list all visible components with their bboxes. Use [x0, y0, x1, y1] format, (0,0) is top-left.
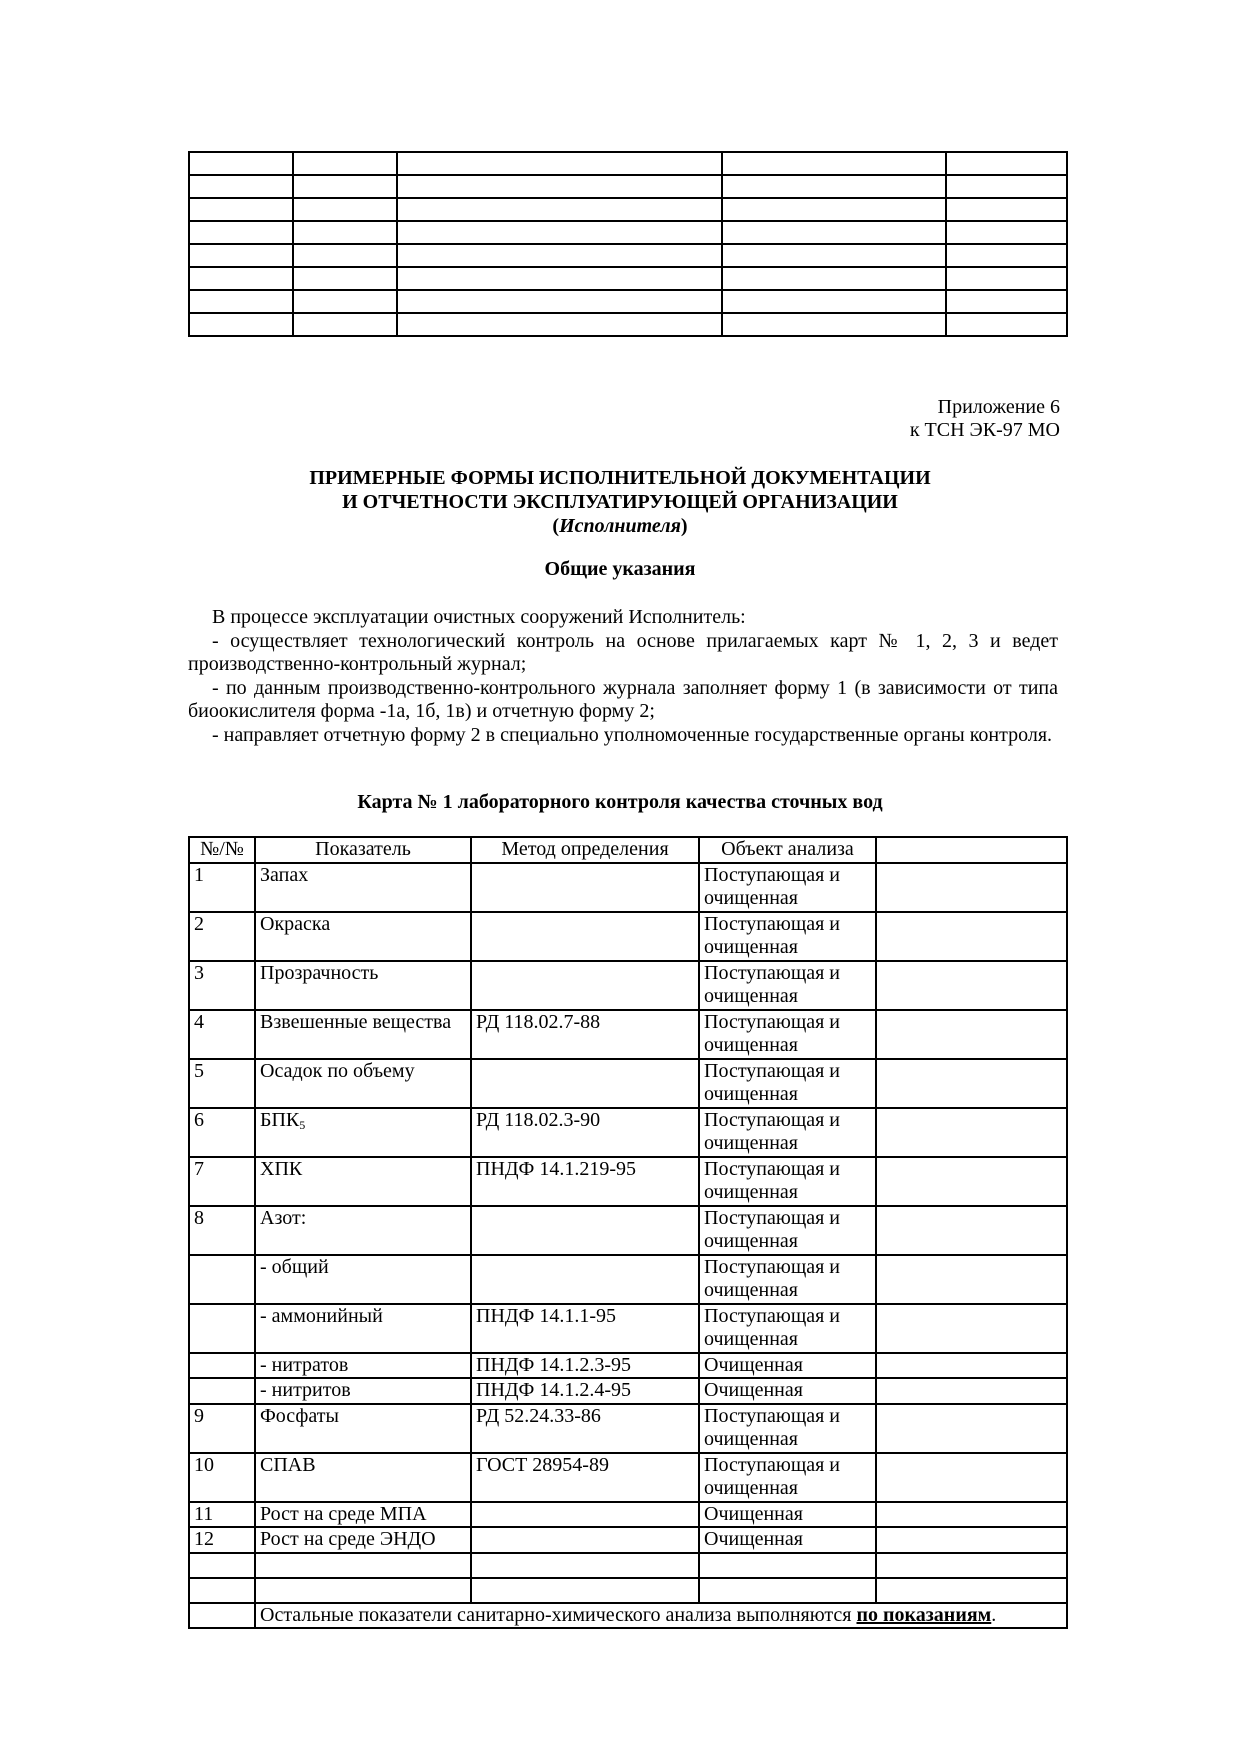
blank-cell — [722, 152, 946, 175]
blank-cell — [946, 290, 1067, 313]
instruction-paragraph: В процессе эксплуатации очистных сооружений Исполнитель: — [212, 606, 746, 628]
row-number: 2 — [189, 912, 255, 961]
parameter-label: Рост на среде МПА — [260, 1502, 427, 1525]
blank-cell — [189, 175, 293, 198]
row-method — [471, 912, 699, 961]
empty-cell — [471, 1578, 699, 1603]
row-method: ПНДФ 14.1.2.3-95 — [471, 1353, 699, 1379]
row-number: 11 — [189, 1502, 255, 1528]
row-object: Очищенная — [699, 1502, 876, 1528]
row-method — [471, 863, 699, 912]
instruction-paragraph: - осуществляет технологический контроль на основе прилагаемых карт № 1, 2, 3 и ведет производственно-контрольный журнал; — [188, 629, 1058, 675]
row-extra — [876, 863, 1067, 912]
row-extra — [876, 1502, 1067, 1528]
blank-cell — [946, 221, 1067, 244]
blank-cell — [189, 198, 293, 221]
blank-cell — [722, 313, 946, 336]
parameter-label: - нитритов — [260, 1379, 351, 1401]
blank-cell — [397, 313, 722, 336]
note-number-cell — [189, 1603, 255, 1629]
row-parameter — [255, 1059, 471, 1108]
blank-cell — [189, 267, 293, 290]
row-parameter — [255, 1378, 471, 1404]
note-emphasis: по показаниям — [856, 1603, 992, 1626]
row-number: 3 — [189, 961, 255, 1010]
table-row — [189, 1404, 1067, 1453]
row-parameter — [255, 1304, 471, 1353]
table-row — [189, 1353, 1067, 1379]
row-parameter — [255, 1157, 471, 1206]
parameter-label: Осадок по объему — [260, 1059, 415, 1082]
blank-cell — [189, 313, 293, 336]
row-method: РД 118.02.3-90 — [471, 1108, 699, 1157]
empty-cell — [189, 1578, 255, 1603]
blank-cell — [397, 267, 722, 290]
table-row — [189, 1453, 1067, 1502]
row-method: РД 52.24.33-86 — [471, 1404, 699, 1453]
title-line-3 — [0, 514, 1240, 538]
row-parameter — [255, 1404, 471, 1453]
row-extra — [876, 1206, 1067, 1255]
row-number — [189, 1378, 255, 1404]
appendix-number: Приложение 6 — [937, 396, 1060, 418]
row-method: ПНДФ 14.1.2.4-95 — [471, 1378, 699, 1404]
header-method: Метод определения — [471, 837, 699, 863]
blank-cell — [946, 198, 1067, 221]
blank-row — [189, 244, 1067, 267]
row-extra — [876, 1453, 1067, 1502]
row-extra — [876, 912, 1067, 961]
row-parameter — [255, 1527, 471, 1553]
row-method — [471, 1255, 699, 1304]
row-object: Поступающая и очищенная — [699, 961, 876, 1010]
row-number: 5 — [189, 1059, 255, 1108]
blank-cell — [293, 267, 397, 290]
note-text: Остальные показатели санитарно-химического анализа выполняются — [260, 1603, 857, 1626]
empty-cell — [255, 1578, 471, 1603]
table-row — [189, 961, 1067, 1010]
appendix-standard: к ТСН ЭК-97 МО — [909, 419, 1060, 441]
blank-cell — [293, 244, 397, 267]
row-object: Очищенная — [699, 1353, 876, 1379]
note-cell — [255, 1603, 1067, 1629]
blank-cell — [293, 313, 397, 336]
row-parameter — [255, 1206, 471, 1255]
row-parameter — [255, 1108, 471, 1157]
table-row — [189, 1059, 1067, 1108]
empty-cell — [876, 1578, 1067, 1603]
row-object: Поступающая и очищенная — [699, 1206, 876, 1255]
table-row — [189, 863, 1067, 912]
blank-cell — [189, 244, 293, 267]
general-instructions-text — [188, 606, 1058, 747]
row-number: 12 — [189, 1527, 255, 1553]
table-row — [189, 1502, 1067, 1528]
parameter-label: Азот: — [260, 1206, 307, 1229]
empty-cell — [471, 1553, 699, 1578]
blank-cell — [189, 221, 293, 244]
blank-cell — [293, 290, 397, 313]
row-parameter — [255, 1453, 471, 1502]
parameter-label: Окраска — [260, 912, 331, 935]
blank-cell — [189, 152, 293, 175]
row-number: 8 — [189, 1206, 255, 1255]
header-number: №/№ — [189, 837, 255, 863]
paren-open: ( — [552, 515, 560, 537]
blank-cell — [293, 175, 397, 198]
row-object: Поступающая и очищенная — [699, 1255, 876, 1304]
blank-cell — [946, 175, 1067, 198]
blank-cell — [722, 267, 946, 290]
row-object: Поступающая и очищенная — [699, 1304, 876, 1353]
blank-cell — [722, 198, 946, 221]
row-parameter — [255, 912, 471, 961]
blank-cell — [946, 313, 1067, 336]
row-number: 1 — [189, 863, 255, 912]
blank-cell — [946, 244, 1067, 267]
empty-cell — [255, 1553, 471, 1578]
row-number — [189, 1255, 255, 1304]
row-extra — [876, 1157, 1067, 1206]
parameter-label: Взвешенные вещества — [260, 1010, 452, 1033]
row-object: Очищенная — [699, 1527, 876, 1553]
parameter-label: Прозрачность — [260, 961, 379, 984]
row-object: Очищенная — [699, 1378, 876, 1404]
row-parameter — [255, 961, 471, 1010]
parameter-label: Запах — [260, 863, 309, 886]
row-extra — [876, 961, 1067, 1010]
instruction-paragraph: - по данным производственно-контрольного журнала заполняет форму 1 (в зависимости от типа биоокислителя форма -1а, 1б, 1в) и отчетную форму 2; — [188, 676, 1058, 722]
table-row — [189, 1527, 1067, 1553]
parameter-subscript: 5 — [299, 1117, 306, 1132]
blank-row — [189, 198, 1067, 221]
row-object: Поступающая и очищенная — [699, 1453, 876, 1502]
row-number: 7 — [189, 1157, 255, 1206]
blank-row — [189, 267, 1067, 290]
row-method — [471, 1059, 699, 1108]
empty-row — [189, 1578, 1067, 1603]
parameter-label: БПК — [260, 1108, 300, 1131]
row-number: 10 — [189, 1453, 255, 1502]
row-number: 4 — [189, 1010, 255, 1059]
empty-cell — [699, 1578, 876, 1603]
parameter-label: ХПК — [260, 1157, 303, 1180]
blank-cell — [293, 152, 397, 175]
row-object: Поступающая и очищенная — [699, 1059, 876, 1108]
card-title: Карта № 1 лабораторного контроля качества сточных вод — [357, 791, 883, 813]
blank-row — [189, 175, 1067, 198]
row-parameter — [255, 863, 471, 912]
blank-cell — [397, 221, 722, 244]
blank-cell — [722, 175, 946, 198]
row-method — [471, 1206, 699, 1255]
parameter-label: - нитратов — [260, 1353, 349, 1376]
row-extra — [876, 1527, 1067, 1553]
blank-row — [189, 313, 1067, 336]
row-extra — [876, 1404, 1067, 1453]
executor-word: Исполнителя — [559, 515, 681, 537]
lab-control-card-table — [188, 836, 1068, 1629]
blank-cell — [946, 267, 1067, 290]
row-parameter — [255, 1502, 471, 1528]
row-parameter — [255, 1010, 471, 1059]
parameter-label: Фосфаты — [260, 1404, 339, 1427]
document-title — [0, 466, 1240, 538]
appendix-reference — [910, 396, 1060, 442]
blank-cell — [293, 198, 397, 221]
row-extra — [876, 1353, 1067, 1379]
parameter-label: Рост на среде ЭНДО — [260, 1528, 436, 1550]
row-parameter — [255, 1353, 471, 1379]
table-row — [189, 1108, 1067, 1157]
header-parameter: Показатель — [255, 837, 471, 863]
row-object: Поступающая и очищенная — [699, 1108, 876, 1157]
table-header-row — [189, 837, 1067, 863]
table-row — [189, 912, 1067, 961]
row-method — [471, 1527, 699, 1553]
table-row — [189, 1157, 1067, 1206]
empty-cell — [699, 1553, 876, 1578]
blank-cell — [722, 244, 946, 267]
row-number: 9 — [189, 1404, 255, 1453]
row-method: ПНДФ 14.1.1-95 — [471, 1304, 699, 1353]
row-method — [471, 1502, 699, 1528]
header-extra — [876, 837, 1067, 863]
parameter-label: СПАВ — [260, 1453, 316, 1476]
blank-cell — [397, 152, 722, 175]
row-method: РД 118.02.7-88 — [471, 1010, 699, 1059]
row-number — [189, 1353, 255, 1379]
title-line-1: ПРИМЕРНЫЕ ФОРМЫ ИСПОЛНИТЕЛЬНОЙ ДОКУМЕНТАЦИИ — [309, 467, 931, 489]
blank-row — [189, 221, 1067, 244]
parameter-label: - аммонийный — [260, 1304, 383, 1327]
paren-close: ) — [680, 515, 688, 537]
empty-cell — [189, 1553, 255, 1578]
row-object: Поступающая и очищенная — [699, 912, 876, 961]
general-instructions-heading: Общие указания — [544, 558, 696, 580]
blank-cell — [722, 221, 946, 244]
parameter-label: - общий — [260, 1255, 329, 1278]
row-object: Поступающая и очищенная — [699, 1157, 876, 1206]
blank-cell — [397, 175, 722, 198]
table-row — [189, 1206, 1067, 1255]
table-row — [189, 1010, 1067, 1059]
instruction-paragraph: - направляет отчетную форму 2 в специально уполномоченные государственные органы контроля. — [212, 723, 1053, 746]
row-object: Поступающая и очищенная — [699, 1404, 876, 1453]
empty-row — [189, 1553, 1067, 1578]
blank-row — [189, 290, 1067, 313]
row-method — [471, 961, 699, 1010]
row-extra — [876, 1378, 1067, 1404]
row-extra — [876, 1059, 1067, 1108]
row-method: ГОСТ 28954-89 — [471, 1453, 699, 1502]
note-end: . — [991, 1603, 997, 1626]
blank-cell — [397, 198, 722, 221]
empty-cell — [876, 1553, 1067, 1578]
row-parameter — [255, 1255, 471, 1304]
table-row — [189, 1304, 1067, 1353]
blank-cell — [293, 221, 397, 244]
blank-row — [189, 152, 1067, 175]
table-row — [189, 1378, 1067, 1404]
row-extra — [876, 1010, 1067, 1059]
blank-form-table — [188, 151, 1068, 337]
note-row — [189, 1603, 1067, 1629]
header-object: Объект анализа — [699, 837, 876, 863]
blank-cell — [397, 290, 722, 313]
row-extra — [876, 1255, 1067, 1304]
row-method: ПНДФ 14.1.219-95 — [471, 1157, 699, 1206]
row-extra — [876, 1108, 1067, 1157]
row-extra — [876, 1304, 1067, 1353]
blank-cell — [722, 290, 946, 313]
blank-cell — [189, 290, 293, 313]
table-row — [189, 1255, 1067, 1304]
blank-cell — [946, 152, 1067, 175]
row-number — [189, 1304, 255, 1353]
row-object: Поступающая и очищенная — [699, 863, 876, 912]
title-line-2: И ОТЧЕТНОСТИ ЭКСПЛУАТИРУЮЩЕЙ ОРГАНИЗАЦИИ — [342, 491, 898, 513]
row-object: Поступающая и очищенная — [699, 1010, 876, 1059]
blank-cell — [397, 244, 722, 267]
row-number: 6 — [189, 1108, 255, 1157]
